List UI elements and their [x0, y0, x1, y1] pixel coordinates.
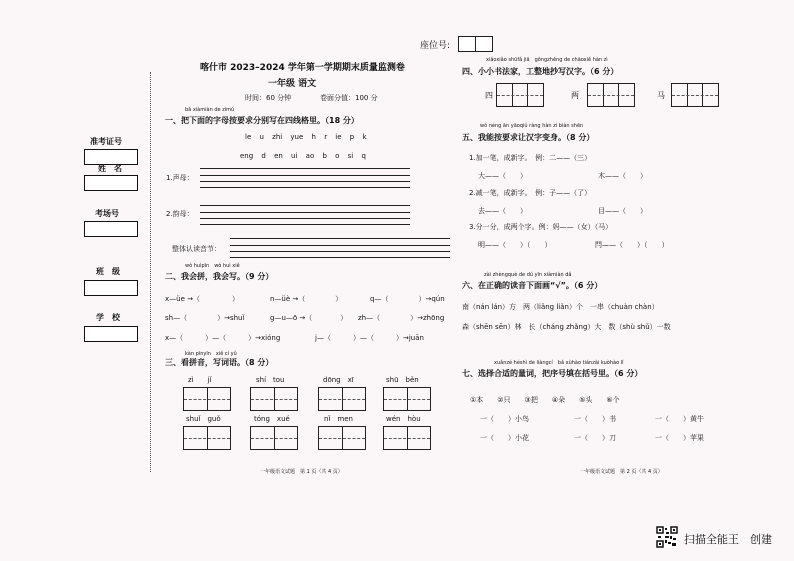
zhengti-label: 整体认读音节：	[172, 245, 221, 253]
name-field[interactable]	[84, 175, 138, 191]
scanner-label: 扫描全能王 创建	[684, 533, 772, 546]
exam-time: 时间：60 分钟	[245, 94, 292, 102]
exam-title: 喀什市 2023–2024 学年第一学期期末质量监测卷	[200, 63, 405, 73]
s7-b1: 一（ ）小花	[480, 434, 529, 442]
s7-b3: 一（ ）苹果	[655, 434, 704, 442]
s7-a2: 一（ ）书	[574, 415, 616, 423]
s5-q2b: 目——（ ）	[598, 207, 647, 215]
s5-q3b: 閂——（ ）（ ）	[595, 241, 669, 249]
s2-pinyin: wǒ huìpīn wǒ huì xiě	[185, 263, 240, 269]
word2-pinyin: shí tou	[256, 376, 285, 384]
qr-code-icon	[656, 526, 678, 548]
yunmu-writing-lines[interactable]	[200, 205, 410, 225]
seat-label: 座位号:	[420, 41, 451, 51]
word6-grid[interactable]	[250, 426, 298, 450]
word3-grid[interactable]	[318, 387, 366, 411]
word1-grid[interactable]	[183, 387, 231, 411]
s6-pinyin: zài zhèngquè de dú yīn xiàmiàn dǎ	[484, 272, 572, 278]
copy-char-2: 两	[571, 91, 579, 100]
s5-q3a: 明——（ ）（ ）	[478, 241, 552, 249]
word5-pinyin: shuǐ guǒ	[186, 415, 221, 423]
s2-item-1b: n—üè →（ ）	[270, 295, 343, 303]
s6-title: 六、在正确的读音下面画“√”。（6 分）	[462, 281, 603, 290]
s2-item-2c: zh—（ ）→zhōng	[358, 314, 445, 322]
s2-item-2a: sh—（ ）→shuǐ	[165, 314, 245, 322]
yunmu-label: 2.韵母：	[166, 210, 194, 218]
word2-grid[interactable]	[250, 387, 298, 411]
word7-pinyin: nǐ men	[324, 415, 353, 423]
s7-title: 七、选择合适的量词，把序号填在括号里。（6 分）	[462, 369, 643, 378]
s1-letters-row1: le u zhi yue h r ie p k	[245, 133, 367, 141]
s2-item-3a: x—（ ）—（ ）→xióng	[165, 334, 281, 342]
copy-char-3: 马	[657, 91, 665, 100]
exam-subtitle: 一年级 语文	[268, 79, 317, 89]
footer-right: 一年级语文试题 第 2 页（共 4 页）	[580, 469, 663, 475]
s4-pinyin: xiǎoxiǎo shūfǎ jiā gōngzhěng de chāoxiě hàn zì	[486, 57, 608, 63]
school-label: 学 校	[96, 313, 120, 322]
word8-pinyin: wén hòu	[386, 415, 421, 423]
s6-row1: 南（nán lán）方 两（liǎng liǎn）个 一串（chuàn chàn）	[462, 303, 659, 311]
word6-pinyin: tóng xué	[254, 415, 290, 423]
s1-pinyin: bǎ xiàmiàn de zìmǔ	[185, 107, 235, 113]
s1-title: 一、把下面的字母按要求分别写在四线格里。（18 分）	[165, 116, 359, 125]
word4-grid[interactable]	[383, 387, 431, 411]
s5-q1a: 大——（ ）	[478, 172, 527, 180]
class-field[interactable]	[84, 280, 138, 296]
s2-item-3b: j—（ ）—（ ）→juān	[315, 334, 424, 342]
binding-line	[150, 72, 151, 472]
shengmu-label: 1.声母：	[166, 174, 194, 182]
s7-a1: 一（ ）小鸟	[480, 415, 529, 423]
word5-grid[interactable]	[183, 426, 231, 450]
room-label: 考场号	[95, 209, 119, 218]
copy-grid-3[interactable]	[671, 83, 719, 107]
s6-row2: 森（shēn sēn）林 长（cháng zhǎng）大 数（shù shǔ）一数	[462, 323, 671, 331]
s2-item-1c: q—（ ）→qún	[370, 295, 445, 303]
school-field[interactable]	[84, 326, 138, 342]
s1-letters-row2: eng d en ui ao b o si q	[240, 152, 366, 160]
s5-pinyin: wǒ néng ān yāoqiú ràng hàn zì biàn shēn	[480, 123, 584, 129]
copy-char-1: 四	[485, 91, 493, 100]
copy-grid-2[interactable]	[587, 83, 635, 107]
shengmu-writing-lines[interactable]	[200, 168, 410, 188]
zhengti-writing-lines[interactable]	[230, 238, 450, 258]
s7-options: ①本 ②只 ③把 ④朵 ⑤头 ⑥个	[470, 396, 620, 404]
word3-pinyin: dōng xī	[323, 376, 354, 384]
room-field[interactable]	[84, 221, 138, 237]
s2-title: 二、我会拼，我会写。（9 分）	[165, 272, 274, 281]
s5-q1b: 木——（ ）	[598, 172, 647, 180]
s7-pinyin: xuǎnzé héshì de liàngcí bǎ xùhào tiánzài kuòhào lǐ	[494, 360, 624, 366]
word4-pinyin: shū běn	[386, 376, 419, 384]
footer-left: 一年级语文试题 第 1 页（共 4 页）	[260, 469, 343, 475]
class-label: 班 级	[96, 267, 120, 276]
ticket-label: 准考证号	[90, 137, 122, 146]
s5-q2: 2.减一笔，成新字。 例：子——（了）	[469, 189, 592, 197]
s5-q1: 1.加一笔，成新字。 例：二——（三）	[469, 154, 592, 162]
exam-score: 卷面分值：100 分	[320, 94, 378, 102]
s5-q3: 3.分一分，成两个字。例：妈——（女）（马）	[469, 223, 613, 231]
s5-q2a: 去——（ ）	[478, 207, 527, 215]
s2-item-1a: x—üe →（ ）	[165, 295, 239, 303]
s3-title: 三、看拼音，写词语。（8 分）	[165, 358, 274, 367]
word8-grid[interactable]	[383, 426, 431, 450]
word7-grid[interactable]	[318, 426, 366, 450]
seat-box-1[interactable]	[458, 36, 476, 52]
s2-item-2b: g—u—ō →（ ）	[270, 314, 348, 322]
seat-box-2[interactable]	[475, 36, 493, 52]
name-label: 姓 名	[98, 164, 122, 173]
s5-title: 五、我能按要求让汉字变身。（8 分）	[462, 133, 595, 142]
word1-pinyin: zì jǐ	[188, 376, 212, 384]
s4-title: 四、小小书法家，工整地抄写汉字。（6 分）	[462, 67, 619, 76]
copy-grid-1[interactable]	[496, 83, 544, 107]
s7-a3: 一（ ）黄牛	[655, 415, 704, 423]
s7-b2: 一（ ）刀	[574, 434, 616, 442]
s3-pinyin: kàn pīnyīn xiě cí yǔ	[185, 351, 237, 357]
